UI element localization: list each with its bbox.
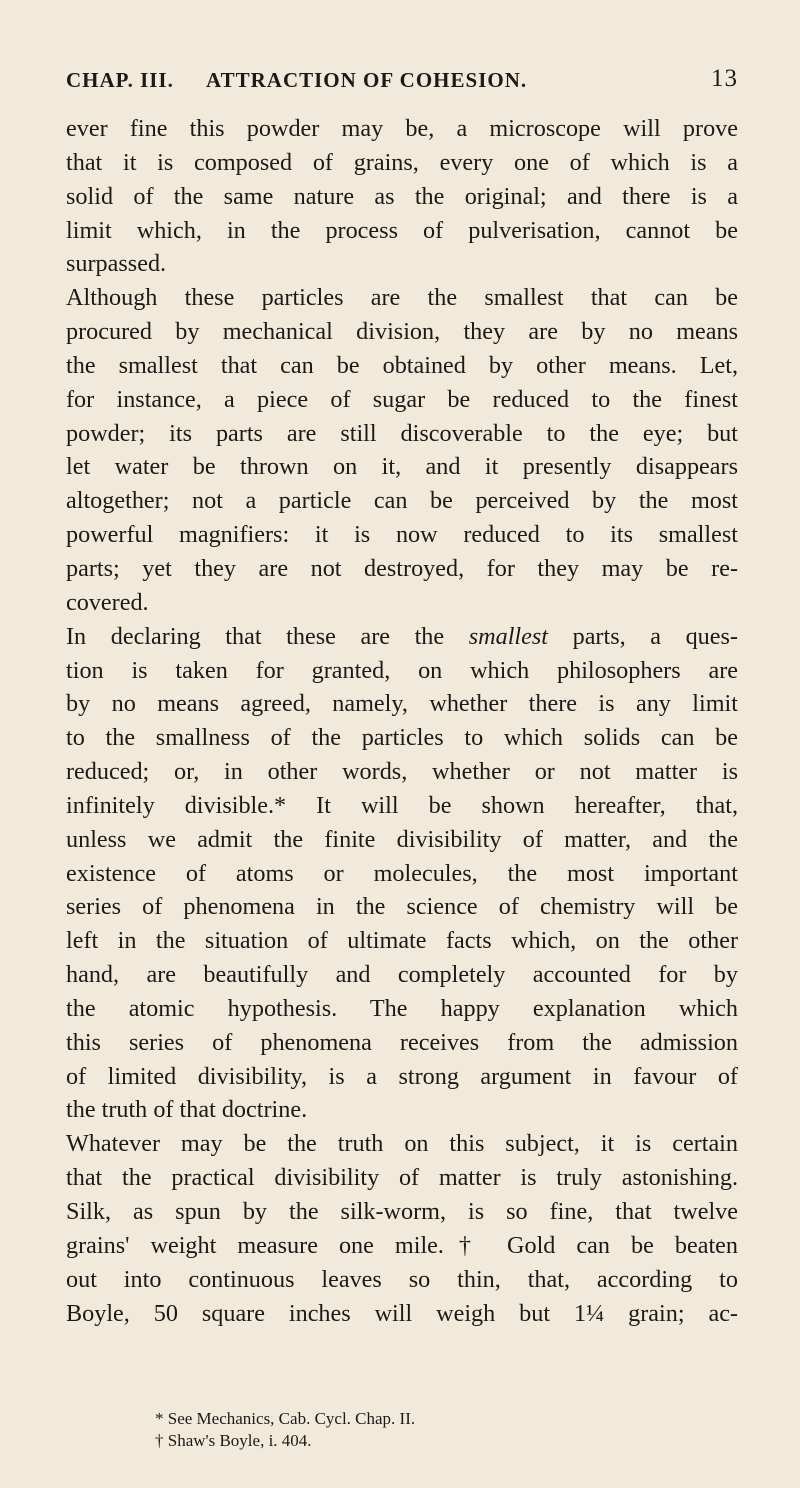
text-line: Silk, as spun by the silk-worm, is so fine, that twelve xyxy=(66,1198,738,1225)
text-line: to the smallness of the particles to which solids can be xyxy=(66,724,738,752)
text-line: Whatever may be the truth on this subject, it is certain xyxy=(66,1130,738,1158)
text-line: that the practical divisibility of matter is truly astonishing. xyxy=(66,1164,738,1192)
page-number: 13 xyxy=(711,65,738,92)
text-line: Although these particles are the smallest that can be xyxy=(66,284,738,312)
text-line: the smallest that can be obtained by other means. Let, xyxy=(66,351,738,379)
text-line: the truth of that doctrine. xyxy=(66,1096,308,1124)
text-line: for instance, a piece of sugar be reduced to the finest xyxy=(66,385,738,413)
footnote: † Shaw's Boyle, i. 404. xyxy=(155,1431,312,1450)
text-line: by no means agreed, namely, whether there is any limit xyxy=(66,690,738,718)
text-line: solid of the same nature as the original; and there is a xyxy=(66,182,738,210)
text-line: this series of phenomena receives from the admission xyxy=(66,1028,738,1056)
chapter-label: CHAP. III. xyxy=(66,68,174,92)
running-title: ATTRACTION OF COHESION. xyxy=(206,68,528,92)
text-line: that it is composed of grains, every one of which is a xyxy=(66,148,738,176)
text-line: Boyle, 50 square inches will weigh but 1¼ grain; ac- xyxy=(66,1299,738,1327)
text-line: out into continuous leaves so thin, that, according to xyxy=(66,1265,738,1293)
text-line: limit which, in the process of pulverisation, cannot be xyxy=(66,216,738,244)
text-line: series of phenomena in the science of chemistry will be xyxy=(66,893,738,921)
text-line: powder; its parts are still discoverable to the eye; but xyxy=(66,419,738,447)
footnote: * See Mechanics, Cab. Cycl. Chap. II. xyxy=(155,1409,416,1428)
text-line: parts; yet they are not destroyed, for they may be re- xyxy=(66,554,738,582)
text-line: unless we admit the finite divisibility of matter, and the xyxy=(66,825,738,853)
running-head xyxy=(66,65,738,104)
text-line: of limited divisibility, is a strong argument in favour of xyxy=(66,1062,738,1090)
text-line: let water be thrown on it, and it presently disappears xyxy=(66,453,738,481)
text-line: the atomic hypothesis. The happy explanation which xyxy=(66,994,738,1022)
text-line: grains' weight measure one mile.† Gold can be beaten xyxy=(66,1231,738,1259)
text-line: powerful magnifiers: it is now reduced to its smallest xyxy=(66,521,738,549)
text-line-with-italic: In declaring that these are the smallest parts, a ques- xyxy=(66,622,738,650)
text-line: altogether; not a particle can be perceived by the most xyxy=(66,487,738,515)
text-line: covered. xyxy=(66,588,149,616)
footnotes xyxy=(155,1408,715,1452)
text-line: existence of atoms or molecules, the most important xyxy=(66,859,738,887)
text-line: infinitely divisible.* It will be shown hereafter, that, xyxy=(66,791,738,819)
text-line: ever fine this powder may be, a microscope will prove xyxy=(66,115,738,142)
text-line: surpassed. xyxy=(66,250,167,278)
text-line: hand, are beautifully and completely accounted for by xyxy=(66,961,738,989)
text-line: procured by mechanical division, they are by no means xyxy=(66,318,738,346)
text-line: tion is taken for granted, on which philosophers are xyxy=(66,656,738,684)
italic-word: smallest xyxy=(468,622,549,650)
text-line: reduced; or, in other words, whether or not matter is xyxy=(66,758,738,786)
body-text xyxy=(66,112,738,1330)
text-line: left in the situation of ultimate facts which, on the other xyxy=(66,927,738,955)
